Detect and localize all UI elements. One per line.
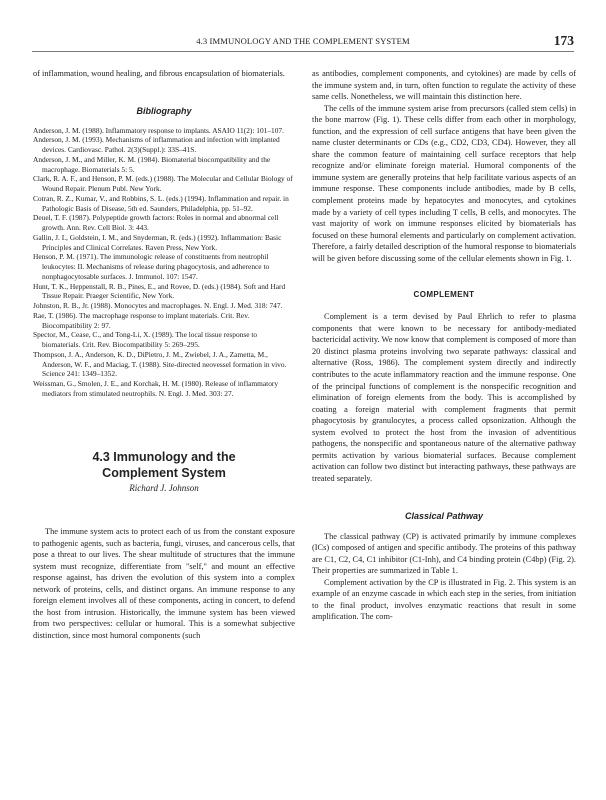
bibliography-entry: Anderson, J. M. (1988). Inflammatory response to implants. ASAIO 11(2): 101–107. (33, 125, 284, 135)
page-number: 173 (553, 33, 574, 48)
bibliography-entry: Anderson, J. M. (1993). Mechanisms of inflammation and infection with implanted devices. Cardiovasc. Pathol. 2(3)(Suppl.): 33S–41S. (33, 135, 280, 155)
classical-pathway-heading: Classical Pathway (404, 510, 484, 521)
bibliography-entry: Johnston, R. B., Jr. (1988). Monocytes and macrophages. N. Engl. J. Med. 318: 747. (33, 301, 283, 311)
bibliography-entry: Rae, T. (1986). The macrophage response to implant materials. Crit. Rev. Biocompatibility 2: 97. (33, 310, 250, 330)
right-column (312, 68, 576, 623)
intro-paragraph: of inflammation, wound healing, and fibrous encapsulation of biomaterials. (33, 69, 285, 78)
chapter-title-line2: Complement System (102, 465, 226, 480)
continuation-paragraph: as antibodies, complement components, and cytokines) are made by cells of the immune system and, in turn, often function to regulate the activity of these same cells. Nonetheless, we will maintain this distinction here. (312, 69, 576, 102)
chapter-title-line1: 4.3 Immunology and the (92, 449, 236, 464)
bibliography-list (33, 126, 295, 399)
bibliography-entry: Deuel, T. F. (1987). Polypeptide growth factors: Roles in normal and abnormal cell growth. Ann. Rev. Cell Biol. 3: 443. (33, 213, 279, 233)
bibliography-entry: Weissman, G., Smolen, J. E., and Korchak, H. M. (1980). Release of inflammatory mediators from stimulated neutrophils. N. Engl. J. Med. 303: 27. (33, 379, 279, 398)
classical-paragraph-2: Complement activation by the CP is illustrated in Fig. 2. This system is an example of an enzyme cascade in which each step in the series, from initiation to the final product, involves enzymatic reactions that result in some amplification. The com- (312, 577, 576, 622)
bibliography-entry: Gallin, J. I., Goldstein, I. M., and Snyderman, R. (eds.) (1992). Inflammation: Basic Principles and Clinical Correlates. Raven Press, New York. (33, 232, 282, 252)
classical-paragraph-1: The classical pathway (CP) is activated primarily by immune complexes (ICs) composed of antigen and specific antibody. The proteins of this pathway are C1, C2, C4, C1 inhibitor (C1-Inh), and C4 binding protein (C4bp) (Fig. 2). Their properties are summarized in Table 1. (312, 531, 576, 576)
bibliography-heading: Bibliography (136, 105, 192, 116)
cells-paragraph: The cells of the immune system arise from precursors (called stem cells) in the bone marrow (Fig. 1). These cells differ from each other in morphology, function, and the expression of cell surface antigens that have been given the name cluster determinants or CDs (e.g., CD2, CD3, CD4). However, they all share the common feature of maintaining cell surface receptors that help recognize and/or eliminate foreign material. Humoral components of the immune system are generally proteins that help facilitate various aspects of an immune response. These components include antibodies, made by B cells, complement proteins made by hepatocytes and monocytes, and cytokines made by a variety of cell types including T cells, B cells, and monocytes. The vast majority of work on immune responses elicited by biomaterials has focused on these humoral elements and particularly on complement activation. Therefore, a fairly detailed description of the humoral response to biomaterials will be given before discussing some of the cellular elements shown in Fig. 1. (312, 103, 576, 263)
bibliography-entry: Spector, M., Cease, C., and Tong-Li, X. (1989). The local tissue response to biomaterials. Crit. Rev. Biocompatibility 5: 269–295. (33, 330, 258, 350)
running-title: 4.3 IMMUNOLOGY AND THE COMPLEMENT SYSTEM (196, 36, 410, 46)
bibliography-entry: Henson, P. M. (1971). The immunologic release of constituents from neutrophil leukocytes: II. Mechanisms of release during phagocytosis, and adherence to nonphagocytosable surfaces. J. Immunol. 107: 1547. (33, 252, 270, 281)
chapter-heading (33, 449, 295, 495)
complement-heading: COMPLEMENT (413, 290, 475, 300)
running-header (32, 33, 574, 52)
bibliography-entry: Thompson, J. A., Anderson, K. D., DiPietro, J. M., Zwiebel, J. A., Zametta, M., Anderson, W. F., and Maciag, T. (1988). Site-directed neovessel formation in vivo. Science 241: 1349–1352. (33, 349, 287, 379)
bibliography-entry: Anderson, J. M., and Miller, K. M. (1984). Biomaterial biocompatibility and the macrophage. Biomaterials 5: 5. (33, 154, 271, 174)
bibliography-entry: Cotran, R. Z., Kumar, V., and Robbins, S. L. (eds.) (1994). Inflammation and repair. in Pathologic Basis of Disease, 5th ed. Saunders, Philadelphia, pp. 51–92. (33, 193, 289, 213)
author-name: Richard J. Johnson (129, 482, 199, 493)
complement-paragraph: Complement is a term devised by Paul Ehrlich to refer to plasma components that were known to be necessary for antibody-mediated bactericidal activity. We now know that complement is composed of more than 20 distinct plasma proteins involving two separate pathways: classical and alternative (Ross, 1986). The complement system directly and indirectly contributes to the acute inflammatory reaction and the immune response. One of the principal functions of complement is the nonspecific recognition and elimination of foreign elements from the body. This is accomplished by coating a foreign material with complement fragments that permit phagocytosis by granulocytes, a process called opsonization. Although the system evolved to protect the host from the invasion of adventitious pathogens, the nonspecific and spontaneous nature of the alternative pathway permits activation by various biomaterial surfaces. Because complement activation can follow two distinct but interacting pathways, these pathways are treated separately. (312, 312, 576, 483)
body-paragraph: The immune system acts to protect each of us from the constant exposure to pathogenic agents, such as bacteria, fungi, viruses, and cancerous cells, that pose a threat to our lives. The shear multitude of structures that the immune system must recognize, differentiate from "self," and mount an effective response against, has driven the evolution of this system into a complex network of proteins, cells, and distinct organs. An immune response to any foreign element involves all of these components, acting in concert, to defend the host from intrusion. Historically, the immune system has been viewed from two perspectives: cellular or humoral. This is a somewhat subjective distinction, since most humoral components (such (33, 527, 295, 641)
left-column (33, 68, 295, 642)
bibliography-entry: Hunt, T. K., Heppenstall, R. B., Pines, E., and Rovee, D. (eds.) (1984). Soft and Hard Tissue Repair. Praeger Scientific, New York. (33, 281, 286, 301)
bibliography-entry: Clark, R. A. F., and Henson, P. M. (eds.) (1988). The Molecular and Cellular Biology of Wound Repair. Plenum Publ. New York. (33, 174, 293, 194)
